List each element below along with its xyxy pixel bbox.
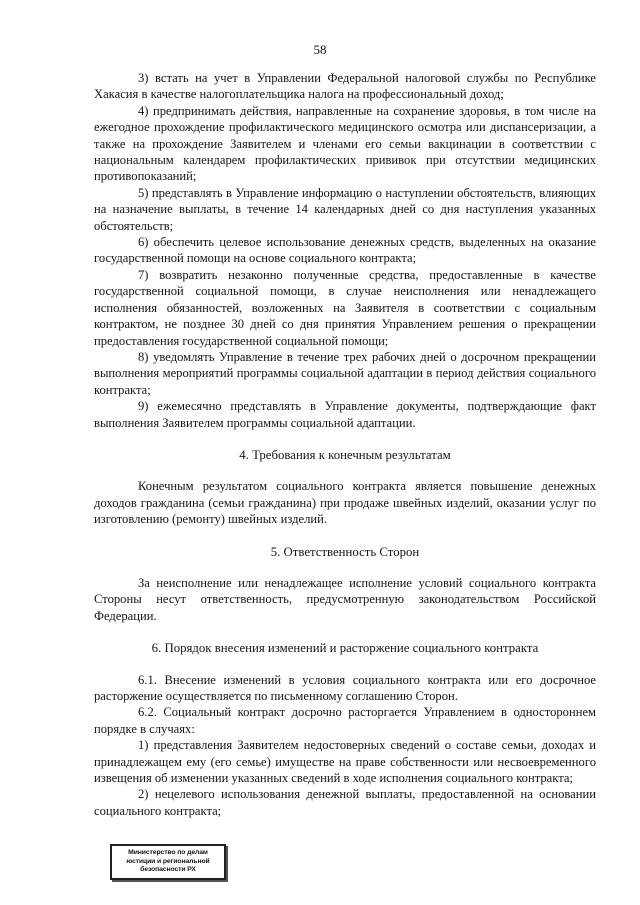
obligation-item-7: 7) возвратить незаконно полученные средства, предоставленные в качестве государственной социальной помощи, в случае неисполнения или ненадлежащего исполнения обязанностей, возложенных на Заявителя в соответствии с социальным контрактом, не позднее 30 дней со дня принятия Управлением решения о прекращении предоставления государственной социальной помощи; [94, 267, 596, 348]
obligation-item-6: 6) обеспечить целевое использование денежных средств, выделенных на оказание государственной помощи на основе социального контракта; [94, 235, 596, 266]
section-6-heading: 6. Порядок внесения изменений и расторжение социального контракта [151, 641, 539, 656]
section-6-paragraph-2: 6.2. Социальный контракт досрочно расторгается Управлением в одностороннем порядке в случаях: [94, 705, 596, 736]
page-number: 58 [313, 42, 327, 57]
section-6-paragraph-1: 6.1. Внесение изменений в условия социального контракта или его досрочное расторжение осуществляется по письменному соглашению Сторон. [94, 672, 596, 703]
section-5-text: За неисполнение или ненадлежащее исполнение условий социального контракта Стороны несут ответственность, предусмотренную законодательством Российской Федерации. [94, 575, 596, 623]
section-4-heading: 4. Требования к конечным результатам [239, 447, 451, 462]
termination-case-2: 2) нецелевого использования денежной выплаты, предоставленной на основании социального контракта; [94, 787, 596, 818]
termination-case-1: 1) представления Заявителем недостоверных сведений о составе семьи, доходах и принадлежащем ему (его семье) имуществе на праве собственности или несвоевременного извещения об изменении указанных сведений в ходе исполнения социального контракта; [94, 738, 596, 786]
ministry-stamp [110, 844, 226, 880]
section-5-heading: 5. Ответственность Сторон [270, 544, 420, 559]
document-body [94, 70, 596, 819]
stamp-line-1: Министерство по делам [128, 849, 208, 856]
obligation-item-4: 4) предпринимать действия, направленные на сохранение здоровья, в том числе на ежегодное прохождение профилактического медицинского осмотра или диспансеризации, а также на прохождение Заявителем и членами его семьи вакцинации в соответствии с национальным календарем профилактических прививок при отсутствии медицинских противопоказаний; [94, 103, 596, 184]
section-4-text: Конечным результатом социального контракта является повышение денежных доходов гражданина (семьи гражданина) при продаже швейных изделий, оказании услуг по изготовлению (ремонту) швейных изделий. [94, 479, 596, 527]
obligation-item-9: 9) ежемесячно представлять в Управление документы, подтверждающие факт выполнения Заявителем программы социальной адаптации. [94, 399, 596, 430]
obligation-item-8: 8) уведомлять Управление в течение трех рабочих дней о досрочном прекращении выполнения мероприятий программы социальной адаптации в период действия социального контракта; [94, 349, 596, 397]
stamp-line-2: юстиции и региональной [126, 857, 210, 865]
obligation-item-5: 5) представлять в Управление информацию о наступлении обстоятельств, влияющих на назначение выплаты, в течение 14 календарных дней со дня наступления указанных обстоятельств; [94, 185, 596, 233]
stamp-line-3: безопасности РХ [140, 866, 196, 874]
obligation-item-3: 3) встать на учет в Управлении Федеральной налоговой службы по Республике Хакасия в качестве налогоплательщика налога на профессиональный доход; [94, 71, 596, 102]
